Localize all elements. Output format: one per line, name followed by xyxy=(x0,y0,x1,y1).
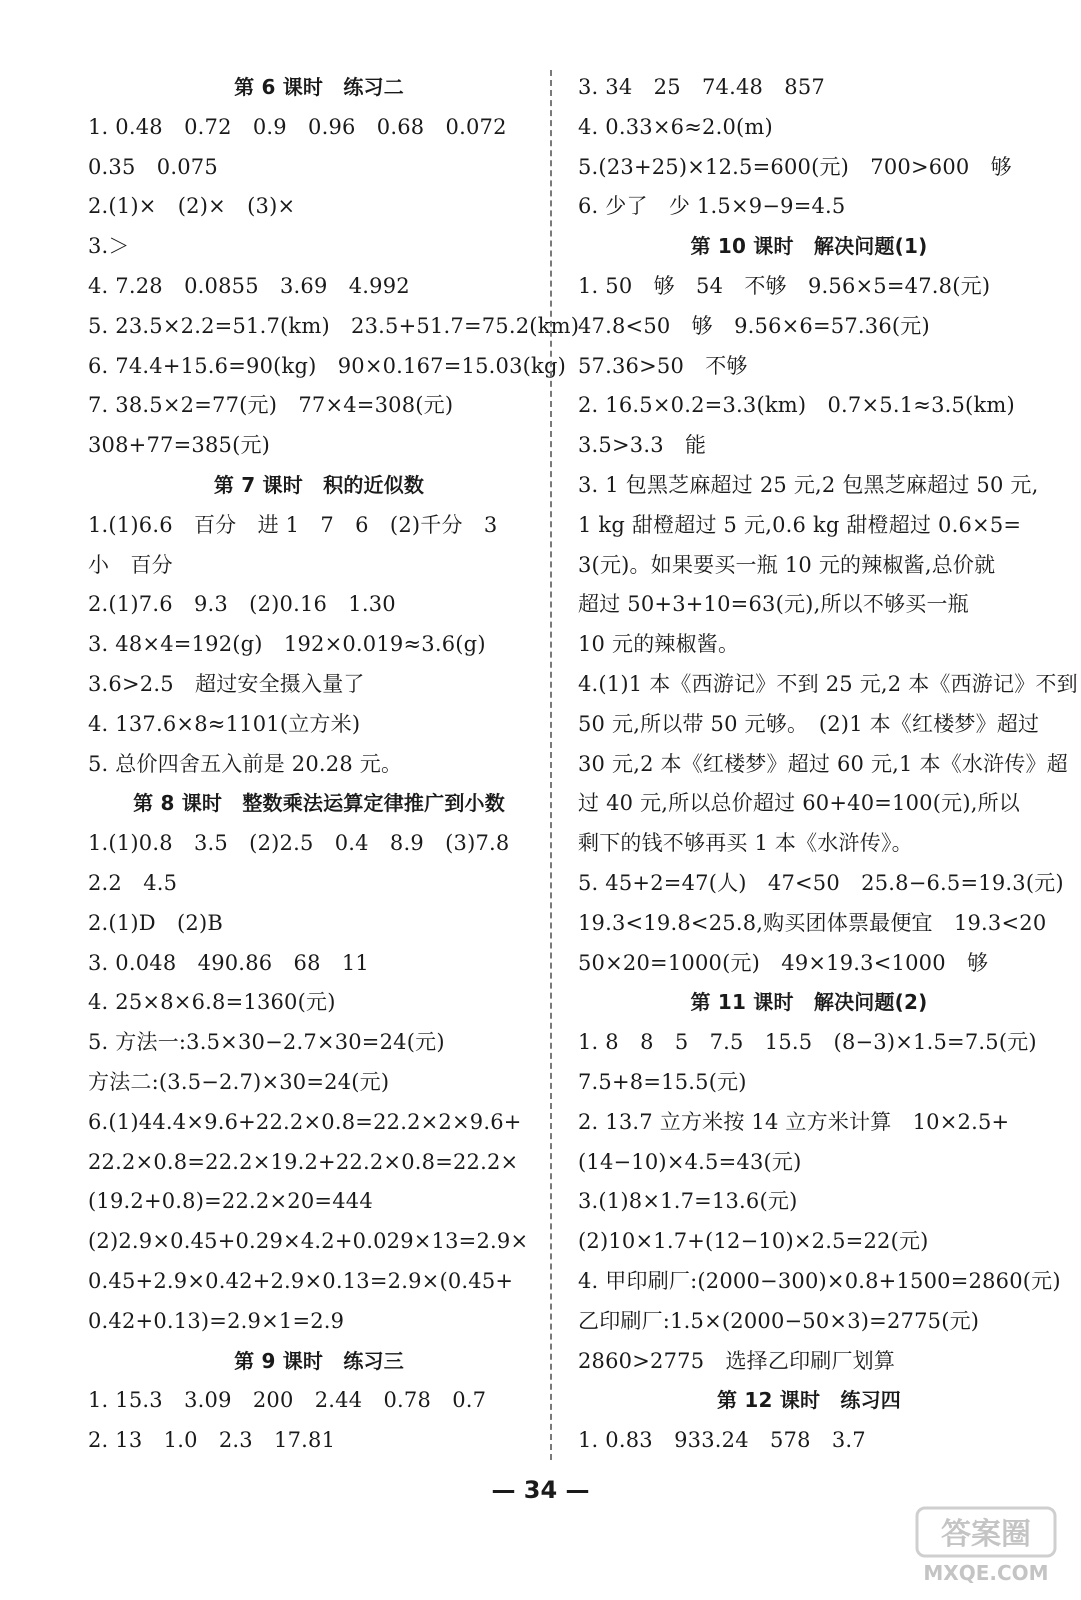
answer-line: 1.(1)6.6 百分 进 1 7 6 (2)千分 3 xyxy=(88,512,498,537)
answer-line: 4. 0.33×6≈2.0(m) xyxy=(578,114,773,139)
answer-line: 10 元的辣椒酱。 xyxy=(578,632,740,657)
column-divider xyxy=(550,70,552,1460)
answer-line: 4. 137.6×8≈1101(立方米) xyxy=(88,711,361,736)
answer-line: 3.＞ xyxy=(88,234,130,259)
answer-line: 0.35 0.075 xyxy=(88,154,218,179)
answer-line: 5.(23+25)×12.5=600(元) 700>600 够 xyxy=(578,154,1012,179)
answer-line: 2860>2775 选择乙印刷厂划算 xyxy=(578,1348,896,1373)
answer-line: 6.(1)44.4×9.6+22.2×0.8=22.2×2×9.6+ xyxy=(88,1109,522,1134)
answer-line: 2.(1)× (2)× (3)× xyxy=(88,194,296,219)
answer-line: 小 百分 xyxy=(88,552,173,577)
answer-line: 6. 74.4+15.6=90(kg) 90×0.167=15.03(kg) xyxy=(88,353,566,378)
answer-line: 2.(1)7.6 9.3 (2)0.16 1.30 xyxy=(88,592,396,617)
answer-line: 47.8<50 够 9.56×6=57.36(元) xyxy=(578,313,930,338)
answer-line: 4. 甲印刷厂:(2000−300)×0.8+1500=2860(元) xyxy=(578,1268,1061,1293)
section-heading: 第 10 课时 解决问题(1) xyxy=(690,234,928,259)
section-heading: 第 6 课时 练习二 xyxy=(234,75,404,99)
answer-line: 4. 25×8×6.8=1360(元) xyxy=(88,990,336,1015)
answer-line: 3.5>3.3 能 xyxy=(578,433,707,458)
answer-line: 1. 8 8 5 7.5 15.5 (8−3)×1.5=7.5(元) xyxy=(578,1030,1037,1055)
watermark-line1: 答案圈 xyxy=(941,1517,1031,1552)
answer-line: 5. 23.5×2.2=51.7(km) 23.5+51.7=75.2(km) xyxy=(88,313,580,338)
answer-line: 1. 15.3 3.09 200 2.44 0.78 0.7 xyxy=(88,1388,487,1413)
answer-line: 30 元,2 本《红楼梦》超过 60 元,1 本《水浒传》超 xyxy=(578,751,1068,776)
answer-line: 5. 总价四舍五入前是 20.28 元。 xyxy=(88,751,403,776)
section-heading: 第 8 课时 整数乘法运算定律推广到小数 xyxy=(133,791,505,816)
answer-line: 5. 方法一:3.5×30−2.7×30=24(元) xyxy=(88,1030,445,1055)
answer-line: 2. 16.5×0.2=3.3(km) 0.7×5.1≈3.5(km) xyxy=(578,393,1015,418)
answer-line: 22.2×0.8=22.2×19.2+22.2×0.8=22.2× xyxy=(88,1149,519,1174)
answer-line: 3. 0.048 490.86 68 11 xyxy=(88,950,369,975)
answer-line: 1. 0.48 0.72 0.9 0.96 0.68 0.072 xyxy=(88,114,507,139)
answer-line: 3. 1 包黑芝麻超过 25 元,2 包黑芝麻超过 50 元, xyxy=(578,472,1039,497)
section-heading: 第 9 课时 练习三 xyxy=(234,1348,404,1373)
right-column xyxy=(578,68,1078,1461)
answer-line: 剩下的钱不够再买 1 本《水浒传》。 xyxy=(578,831,913,856)
answer-line: 7. 38.5×2=77(元) 77×4=308(元) xyxy=(88,393,454,418)
answer-line: 2.(1)D (2)B xyxy=(88,910,223,935)
answer-line: 1. 0.83 933.24 578 3.7 xyxy=(578,1428,866,1453)
answer-line: 6. 少了 少 1.5×9−9=4.5 xyxy=(578,194,846,219)
answer-line: 3(元)。如果要买一瓶 10 元的辣椒酱,总价就 xyxy=(578,552,996,577)
answer-line: 4.(1)1 本《西游记》不到 25 元,2 本《西游记》不到 xyxy=(578,671,1078,696)
answer-line: 50×20=1000(元) 49×19.3<1000 够 xyxy=(578,950,989,975)
section-heading: 第 12 课时 练习四 xyxy=(717,1388,901,1413)
watermark-logo xyxy=(913,1504,1063,1588)
answer-line: 308+77=385(元) xyxy=(88,433,271,458)
answer-line: 3.6>2.5 超过安全摄入量了 xyxy=(88,671,365,696)
answer-line: 50 元,所以带 50 元够。 (2)1 本《红楼梦》超过 xyxy=(578,711,1040,736)
answer-line: 0.42+0.13)=2.9×1=2.9 xyxy=(88,1308,345,1333)
answer-line: 3.(1)8×1.7=13.6(元) xyxy=(578,1189,798,1214)
section-heading: 第 11 课时 解决问题(2) xyxy=(690,990,928,1015)
answer-line: 方法二:(3.5−2.7)×30=24(元) xyxy=(88,1069,390,1094)
answer-line: 2. 13 1.0 2.3 17.81 xyxy=(88,1428,336,1453)
answer-line: 3. 48×4=192(g) 192×0.019≈3.6(g) xyxy=(88,632,486,657)
answer-line: 19.3<19.8<25.8,购买团体票最便宜 19.3<20 xyxy=(578,910,1047,935)
answer-line: 2. 13.7 立方米按 14 立方米计算 10×2.5+ xyxy=(578,1109,1010,1134)
watermark-icon xyxy=(913,1504,1063,1588)
answer-line: 5. 45+2=47(人) 47<50 25.8−6.5=19.3(元) xyxy=(578,870,1064,895)
answer-line: 4. 7.28 0.0855 3.69 4.992 xyxy=(88,273,410,298)
answer-line: (2)10×1.7+(12−10)×2.5=22(元) xyxy=(578,1229,929,1254)
answer-line: 2.2 4.5 xyxy=(88,870,178,895)
answer-line: 1.(1)0.8 3.5 (2)2.5 0.4 8.9 (3)7.8 xyxy=(88,831,510,856)
answer-line: 3. 34 25 74.48 857 xyxy=(578,75,825,99)
watermark-line2: MXQE.COM xyxy=(923,1561,1049,1585)
answer-line: 乙印刷厂:1.5×(2000−50×3)=2775(元) xyxy=(578,1308,980,1333)
answer-line: 超过 50+3+10=63(元),所以不够买一瓶 xyxy=(578,592,969,617)
answer-line: 57.36>50 不够 xyxy=(578,353,748,378)
left-column xyxy=(88,68,580,1461)
answer-line: 0.45+2.9×0.42+2.9×0.13=2.9×(0.45+ xyxy=(88,1268,514,1293)
answer-line: 1. 50 够 54 不够 9.56×5=47.8(元) xyxy=(578,273,991,298)
answer-line: 7.5+8=15.5(元) xyxy=(578,1069,747,1094)
answer-line: (2)2.9×0.45+0.29×4.2+0.029×13=2.9× xyxy=(88,1229,529,1254)
answer-line: 1 kg 甜橙超过 5 元,0.6 kg 甜橙超过 0.6×5= xyxy=(578,512,1022,537)
answer-line: 过 40 元,所以总价超过 60+40=100(元),所以 xyxy=(578,791,1021,816)
answer-line: (19.2+0.8)=22.2×20=444 xyxy=(88,1189,373,1214)
answer-line: (14−10)×4.5=43(元) xyxy=(578,1149,802,1174)
section-heading: 第 7 课时 积的近似数 xyxy=(213,472,425,497)
page-number: — 34 — xyxy=(491,1476,590,1504)
